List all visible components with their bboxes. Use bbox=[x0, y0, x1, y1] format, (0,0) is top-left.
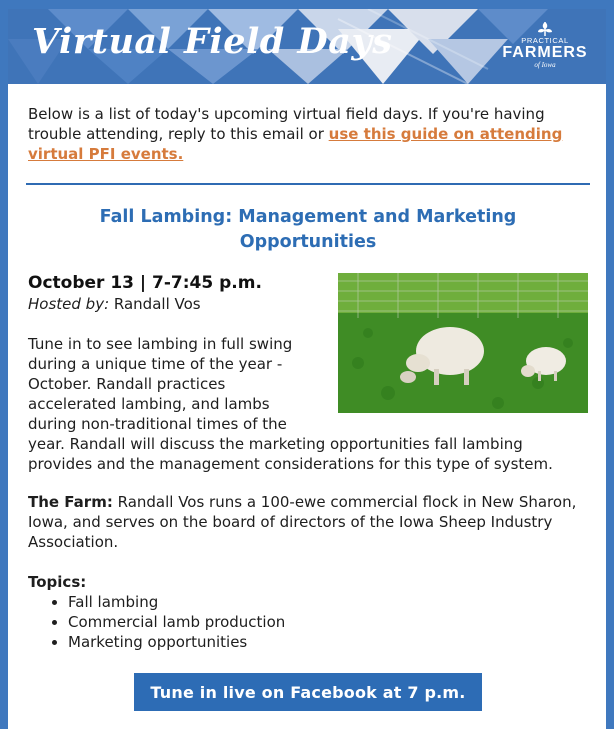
event-host bbox=[28, 294, 201, 314]
farm-paragraph bbox=[28, 492, 588, 552]
sheep-image bbox=[338, 273, 588, 413]
host-name: Randall Vos bbox=[109, 295, 201, 313]
event-description-part1: Tune in to see lambing in full swing during a unique time of the year - October. Randall practices accelerated lambing, and lambs during non-traditional times of the bbox=[28, 335, 293, 433]
topic-item: • Commercial lamb production bbox=[68, 612, 285, 632]
logo-line2: FARMERS bbox=[502, 44, 588, 61]
event-title: Fall Lambing: Management and Marketing Opportunities bbox=[99, 207, 517, 252]
pfi-logo bbox=[500, 19, 590, 69]
header-banner bbox=[8, 9, 606, 84]
sheep-photo bbox=[338, 273, 588, 413]
logo-line1: PRACTICAL bbox=[521, 36, 569, 45]
section-divider bbox=[26, 183, 590, 185]
facebook-live-button[interactable]: Tune in live on Facebook at 7 p.m. bbox=[134, 673, 482, 711]
banner-title: Virtual Field Days bbox=[32, 21, 393, 62]
topics-heading: Topics: bbox=[28, 573, 87, 591]
leaf-icon bbox=[536, 19, 554, 37]
event-description-part2: year. Randall will discuss the marketing opportunities fall lambing provides and the management considerations for this type of system. bbox=[28, 435, 553, 473]
logo-line3: of Iowa bbox=[534, 61, 556, 69]
intro-paragraph bbox=[28, 104, 588, 164]
topic-item: • Marketing opportunities bbox=[68, 632, 285, 652]
farm-label: The Farm: bbox=[28, 493, 113, 511]
topic-item: • Fall lambing bbox=[68, 592, 285, 612]
topics-list bbox=[28, 592, 285, 652]
attending-guide-link[interactable]: use this guide on attending virtual PFI events. bbox=[28, 125, 563, 163]
content-panel bbox=[8, 84, 606, 729]
intro-text: Below is a list of today's upcoming virtual field days. If you're having trouble attending, reply to this email or bbox=[28, 105, 545, 143]
farm-text: Randall Vos runs a 100-ewe commercial flock in New Sharon, Iowa, and serves on the board of directors of the Iowa Sheep Industry Association. bbox=[28, 493, 577, 551]
event-date: October 13 | 7-7:45 p.m. bbox=[28, 273, 262, 293]
hosted-by-label: Hosted by: bbox=[28, 295, 110, 313]
